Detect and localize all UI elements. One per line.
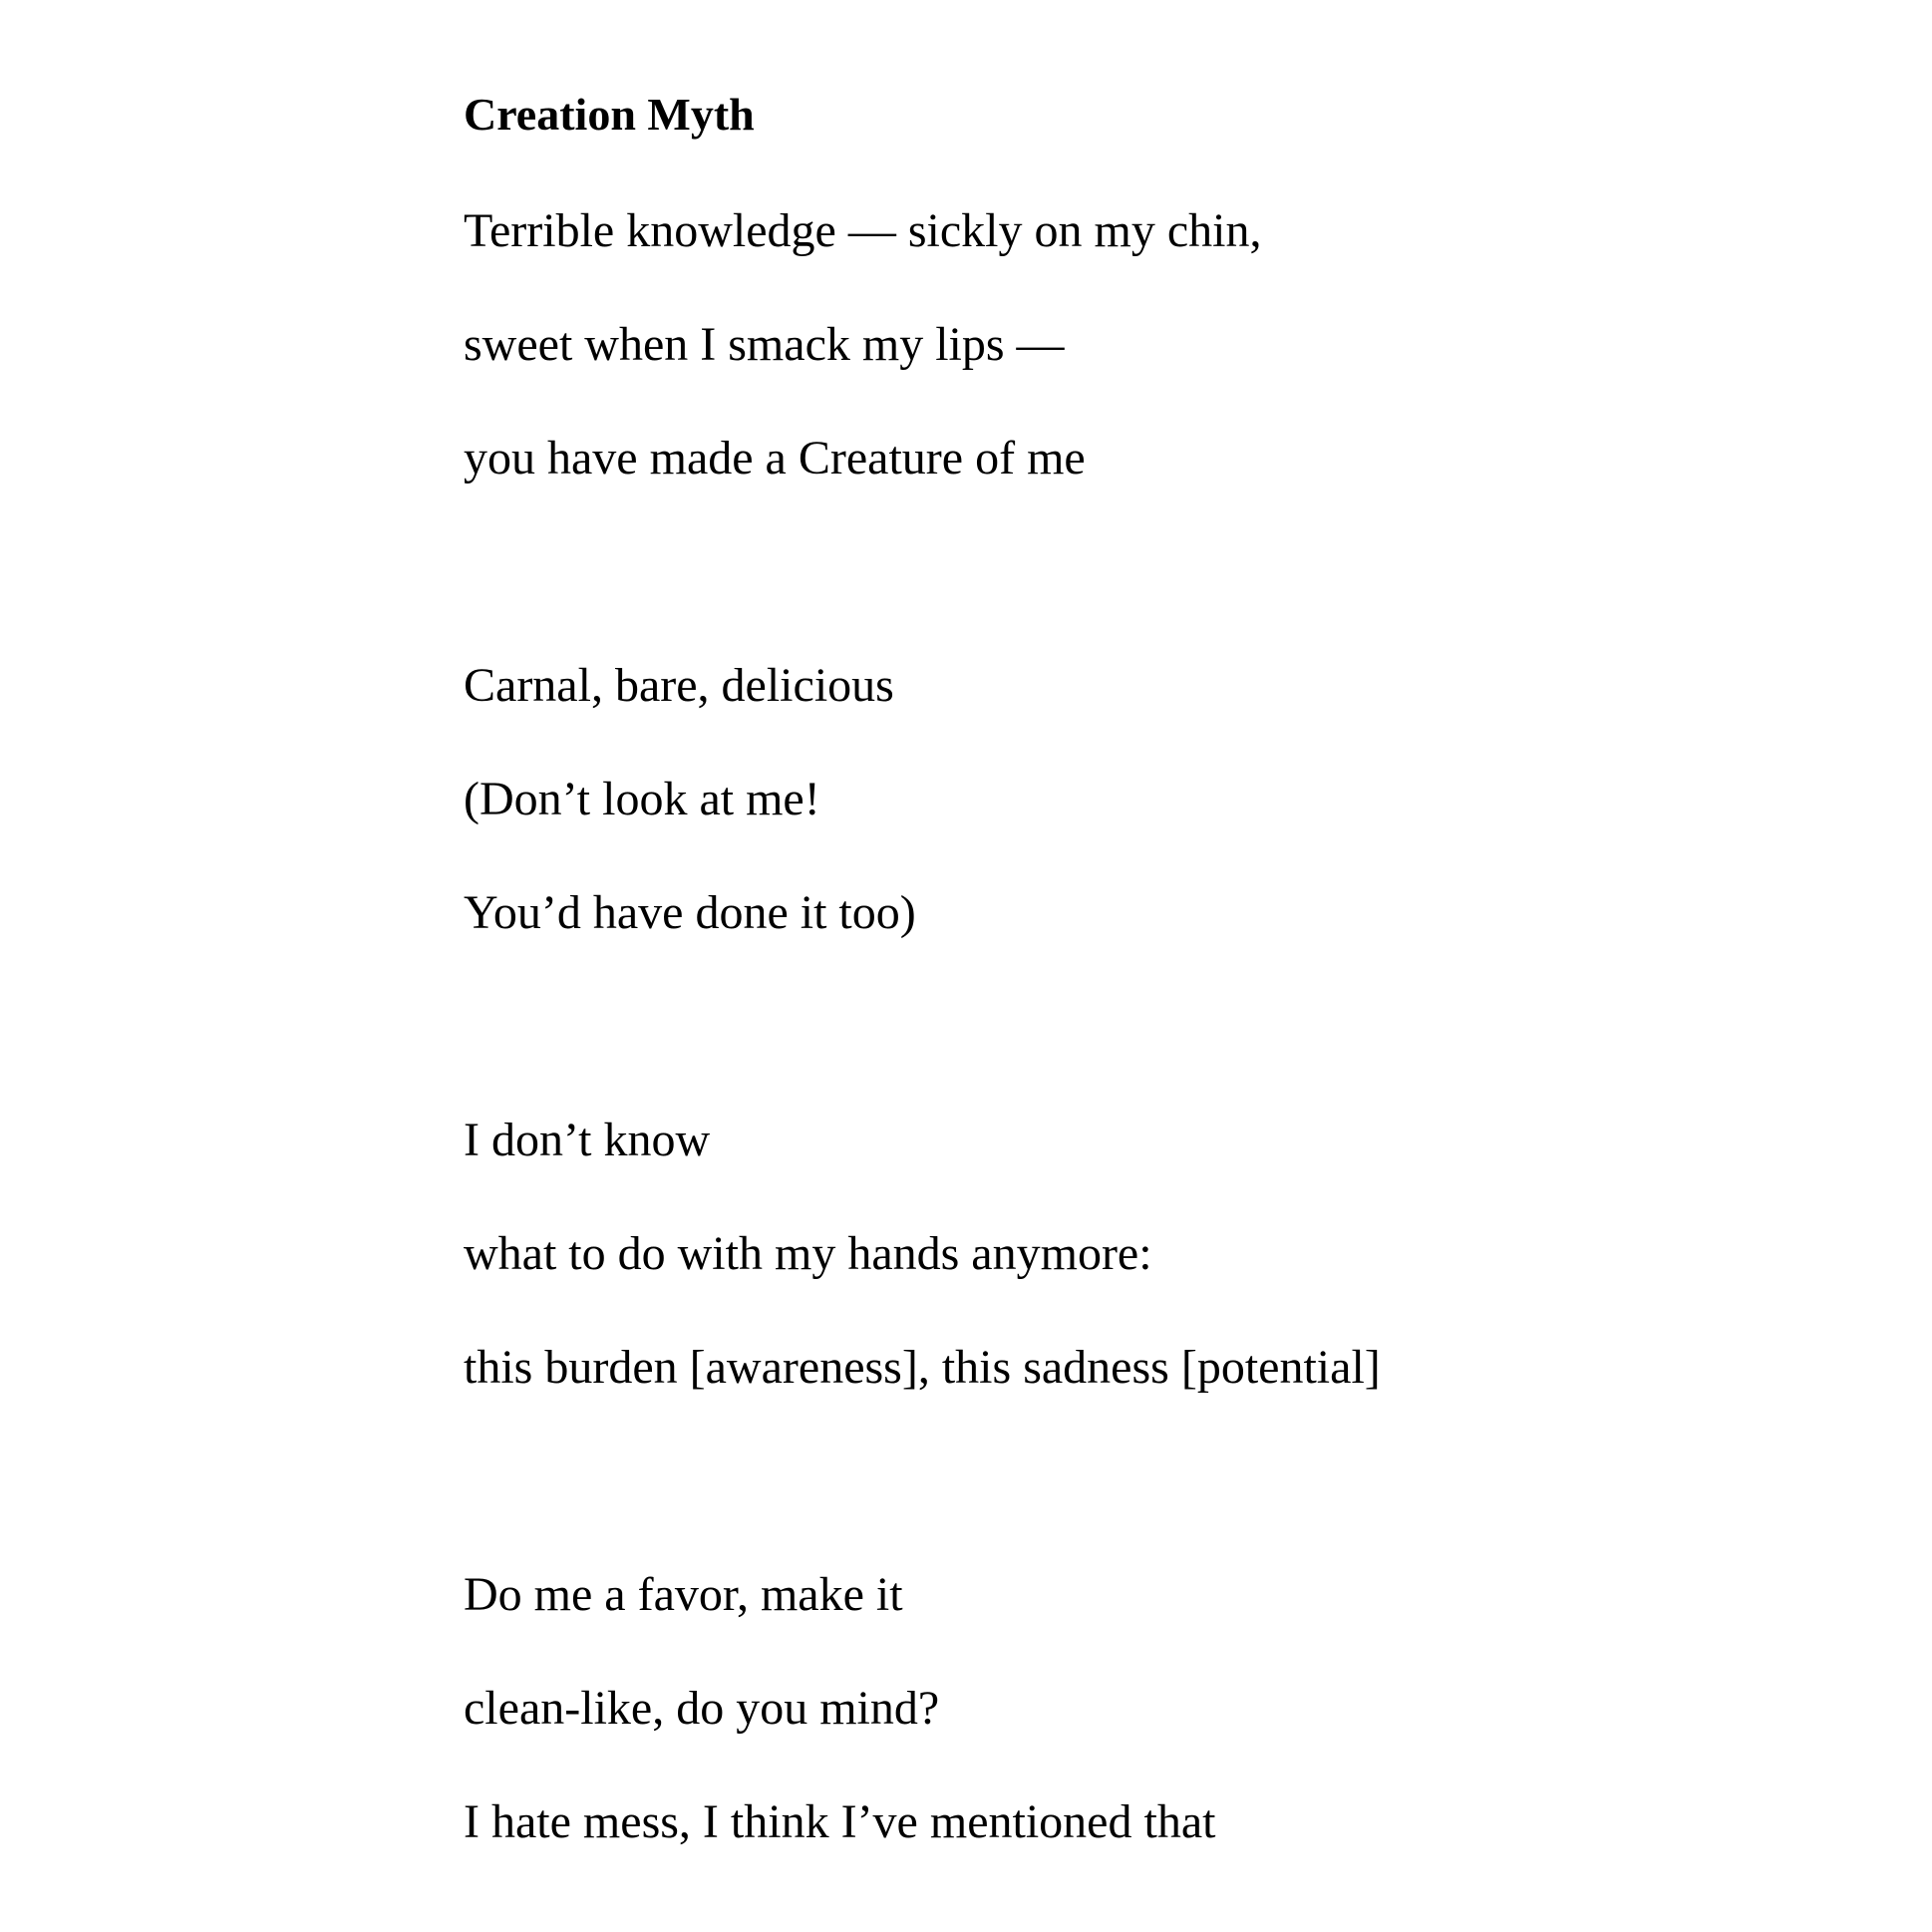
poem-title: Creation Myth [464,89,755,140]
poem-line: Carnal, bare, delicious [464,659,894,712]
poem-line: Terrible knowledge — sickly on my chin, [464,204,1262,257]
poem-line: sweet when I smack my lips — [464,318,1065,371]
poem-line: this burden [awareness], this sadness [potential] [464,1341,1381,1394]
poem-line: I don’t know [464,1114,711,1166]
poem-line: clean-like, do you mind? [464,1682,940,1735]
poem-line: what to do with my hands anymore: [464,1227,1152,1280]
poem-line: Do me a favor, make it [464,1568,903,1621]
poem-line: You’d have done it too) [464,886,916,939]
poem-line: you have made a Creature of me [464,432,1086,484]
poem-line: I hate mess, I think I’ve mentioned that [464,1795,1216,1848]
poem-line: (Don’t look at me! [464,773,820,825]
